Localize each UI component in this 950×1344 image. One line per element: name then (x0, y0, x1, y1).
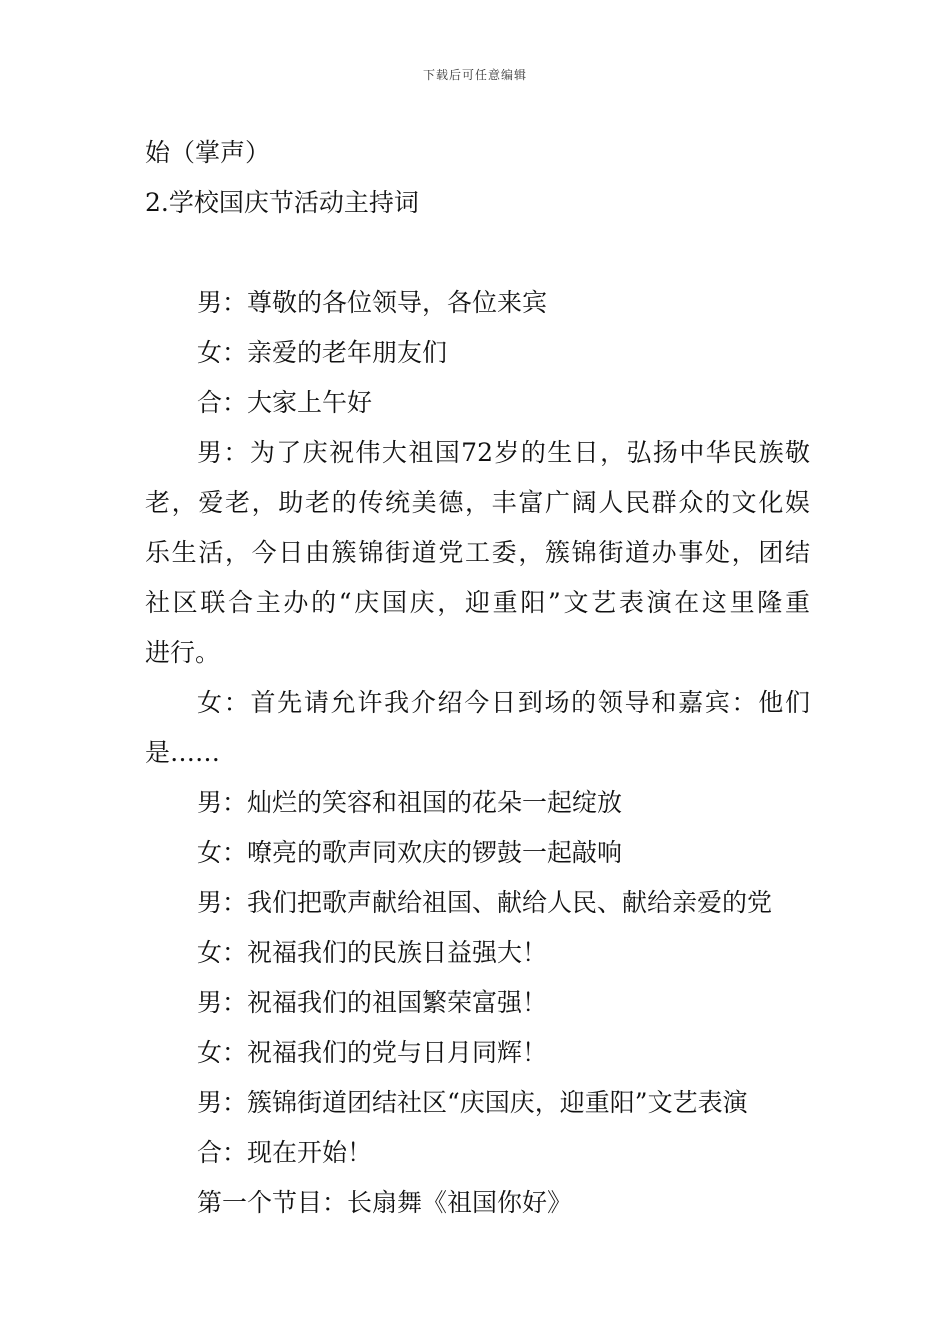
dialogue-line: 女：嘹亮的歌声同欢庆的锣鼓一起敲响 (197, 838, 623, 867)
dialogue-line: 女：祝福我们的党与日月同辉！ (197, 1038, 548, 1067)
paragraph-line: 老，爱老，助老的传统美德，丰富广阔人民群众的文化娱 (145, 488, 810, 517)
document-body (145, 128, 810, 1228)
page-header: 下载后可任意编辑 (422, 68, 527, 82)
paragraph-line: 男：为了庆祝伟大祖国72岁的生日，弘扬中华民族敬 (197, 438, 810, 467)
dialogue-line: 女：亲爱的老年朋友们 (197, 338, 448, 367)
paragraph-line: 社区联合主办的“庆国庆，迎重阳”文艺表演在这里隆重 (145, 588, 810, 617)
paragraph-line: 女：首先请允许我介绍今日到场的领导和嘉宾：他们 (197, 688, 810, 717)
dialogue-line: 男：簇锦街道团结社区“庆国庆，迎重阳”文艺表演 (197, 1088, 748, 1117)
dialogue-line: 男：尊敬的各位领导，各位来宾 (197, 288, 548, 317)
blank-line (145, 228, 810, 278)
dialogue-line: 男：祝福我们的祖国繁荣富强！ (197, 988, 548, 1017)
section-heading: 2.学校国庆节活动主持词 (145, 188, 419, 217)
paragraph-line: 是…… (145, 738, 221, 767)
paragraph-line: 进行。 (145, 638, 221, 667)
dialogue-line: 男：我们把歌声献给祖国、献给人民、献给亲爱的党 (197, 888, 773, 917)
program-line: 第一个节目：长扇舞《祖国你好》 (197, 1188, 573, 1217)
paragraph-line: 乐生活，今日由簇锦街道党工委，簇锦街道办事处，团结 (145, 538, 810, 567)
text-line-continuation: 始（掌声） (145, 138, 271, 167)
dialogue-line: 合：大家上午好 (197, 388, 373, 417)
dialogue-line: 男：灿烂的笑容和祖国的花朵一起绽放 (197, 788, 623, 817)
dialogue-line: 女：祝福我们的民族日益强大！ (197, 938, 548, 967)
dialogue-line: 合：现在开始！ (197, 1138, 373, 1167)
